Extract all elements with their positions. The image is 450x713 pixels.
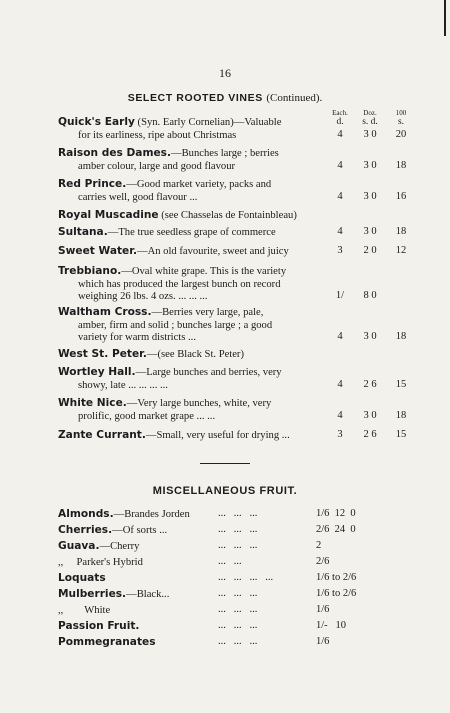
vine-description: —An old favourite, sweet and juicy <box>136 246 289 257</box>
vine-price-dozen: 3 0 <box>363 190 377 202</box>
leader-dots: ... ... ... <box>218 620 258 631</box>
vine-price-hundred: 18 <box>395 409 407 421</box>
misc-fruit-row <box>58 524 388 538</box>
misc-fruit-row <box>58 604 388 618</box>
vine-name: Red Prince. <box>58 178 127 190</box>
misc-fruit-name: Mulberries. <box>58 588 127 600</box>
leader-dots: ... ... ... <box>218 540 258 551</box>
misc-fruit-price: 2 <box>316 540 322 551</box>
vine-name: Trebbiano. <box>58 265 122 277</box>
misc-fruit-name: Loquats <box>58 572 106 584</box>
vine-price-each: 4 <box>337 128 343 140</box>
vine-description-continued: prolific, good market grape ... ... <box>78 410 216 422</box>
vine-name: Waltham Cross. <box>58 306 152 318</box>
vine-entry-line <box>58 397 328 411</box>
leader-dots: ... ... ... <box>218 524 258 535</box>
vine-name: Raison des Dames. <box>58 147 172 159</box>
vine-entry-line <box>58 209 328 223</box>
vine-entry <box>58 226 328 240</box>
vine-price-each: 4 <box>337 226 343 237</box>
vine-price-hundred: 15 <box>395 378 407 390</box>
vine-entry-line <box>58 178 328 192</box>
misc-fruit-price: 1/6 to 2/6 <box>316 572 357 583</box>
vine-entry-line <box>58 265 328 279</box>
vine-price-hundred: 18 <box>395 226 407 237</box>
vine-price-hundred: 18 <box>395 331 407 343</box>
misc-fruit-description: —Cherry <box>99 541 140 552</box>
vine-entry <box>58 429 328 443</box>
misc-fruit-description: ,, White <box>58 605 111 616</box>
vine-entry <box>58 306 328 345</box>
vine-price-dozen: 2 6 <box>363 378 377 390</box>
vine-price-dozen: 2 6 <box>363 429 377 440</box>
vine-entry-line <box>58 147 328 161</box>
vine-entry <box>58 265 328 304</box>
misc-fruit-row <box>58 508 388 522</box>
leader-dots: ... ... ... <box>218 636 258 647</box>
column-dozen-unit: s. d. <box>362 117 378 127</box>
vine-description: —Berries very large, pale, <box>151 307 264 318</box>
vine-description-continued: for its earliness, ripe about Christmas <box>78 129 237 141</box>
vines-section-title <box>0 92 450 104</box>
leader-dots: ... ... ... <box>218 588 258 599</box>
vine-price-hundred: 16 <box>395 190 407 202</box>
vine-price-each: 4 <box>337 331 343 343</box>
vine-description: —Oval white grape. This is the variety <box>121 266 287 277</box>
vine-price-dozen: 8 0 <box>363 290 377 302</box>
misc-fruit-description: —Black... <box>126 589 170 600</box>
misc-fruit-row <box>58 636 388 650</box>
vine-name: Quick's Early <box>58 116 135 128</box>
vine-description: —The true seedless grape of commerce <box>107 227 276 238</box>
vine-name: Sweet Water. <box>58 245 137 257</box>
vine-name: White Nice. <box>58 397 127 409</box>
vine-description: —Very large bunches, white, very <box>126 398 272 409</box>
column-each-unit: d. <box>336 117 344 127</box>
section-divider <box>200 463 250 464</box>
vine-description: —Small, very useful for drying ... <box>145 430 290 441</box>
misc-fruit-description: —Of sorts ... <box>112 525 168 536</box>
vine-price-hundred: 15 <box>395 429 407 440</box>
misc-fruit-price: 1/6 <box>316 636 330 647</box>
vine-price-dozen: 3 0 <box>363 331 377 343</box>
vine-price-each: 4 <box>337 409 343 421</box>
leader-dots: ... ... ... ... <box>218 572 274 583</box>
misc-fruit-name: Guava. <box>58 540 100 552</box>
misc-fruit-price: 2/6 24 0 <box>316 524 356 535</box>
vine-description-continued: weighing 26 lbs. 4 ozs. ... ... ... <box>78 291 208 303</box>
vine-entry-line <box>58 245 328 259</box>
vine-entry <box>58 397 328 423</box>
vine-description: —Bunches large ; berries <box>171 148 279 159</box>
column-hundred-unit: s. <box>397 117 405 127</box>
vine-description-continued: showy, late ... ... ... ... <box>78 379 168 391</box>
vine-name: Sultana. <box>58 226 108 238</box>
vine-price-each: 3 <box>337 429 343 440</box>
vine-price-hundred: 20 <box>395 128 407 140</box>
column-hundred-label: 100 <box>395 109 407 117</box>
vine-description-continued: carries well, good flavour ... <box>78 191 198 203</box>
vine-entry-line <box>58 226 328 240</box>
misc-fruit-row <box>58 556 388 570</box>
vine-entry <box>58 366 328 392</box>
vine-price-dozen: 3 0 <box>363 128 377 140</box>
vine-price-dozen: 2 0 <box>363 245 377 256</box>
vine-description: —(see Black St. Peter) <box>146 349 244 360</box>
misc-fruit-price: 1/6 <box>316 604 330 615</box>
page-number: 16 <box>219 66 231 80</box>
column-hundred <box>381 109 421 127</box>
column-each-label: Each. <box>332 109 348 117</box>
vine-entry <box>58 116 328 142</box>
misc-fruit-price: 1/6 12 0 <box>316 508 356 519</box>
leader-dots: ... ... ... <box>218 508 258 519</box>
vine-price-each: 4 <box>337 378 343 390</box>
misc-fruit-name: Pommegranates <box>58 636 156 648</box>
vine-description-continued: amber colour, large and good flavour <box>78 160 236 172</box>
leader-dots: ... ... ... <box>218 604 258 615</box>
misc-fruit-price: 2/6 <box>316 556 330 567</box>
vine-entry <box>58 209 328 223</box>
vine-name: West St. Peter. <box>58 348 147 360</box>
vine-name: Wortley Hall. <box>58 366 136 378</box>
misc-fruit-description: —Brandes Jorden <box>113 509 190 520</box>
vine-entry-line <box>58 429 328 443</box>
vine-entry-line <box>58 348 328 362</box>
misc-fruit-row <box>58 540 388 554</box>
misc-fruit-price: 1/- 10 <box>316 620 347 631</box>
vine-entry <box>58 147 328 173</box>
vine-price-each: 4 <box>337 159 343 171</box>
vine-entry-line <box>58 366 328 380</box>
vine-description-continued: amber, firm and solid ; bunches large ; a good <box>78 319 273 331</box>
vines-title: SELECT ROOTED VINES <box>127 92 263 104</box>
vine-entry <box>58 245 328 259</box>
misc-fruit-row <box>58 572 388 586</box>
vines-subtitle: (Continued). <box>266 92 323 104</box>
vine-price-each: 3 <box>337 245 343 256</box>
vine-name: Royal Muscadine <box>58 209 159 221</box>
misc-fruit-row <box>58 620 388 634</box>
vine-description-continued: variety for warm districts ... <box>78 332 196 344</box>
vine-description: (Syn. Early Cornelian)—Valuable <box>134 117 282 128</box>
vine-entry <box>58 348 328 362</box>
vine-description: —Large bunches and berries, very <box>135 367 282 378</box>
misc-section-title: MISCELLANEOUS FRUIT. <box>152 485 298 497</box>
vine-name: Zante Currant. <box>58 429 146 441</box>
vine-price-each: 4 <box>337 190 343 202</box>
leader-dots: ... ... <box>218 556 242 567</box>
vine-price-hundred: 18 <box>395 159 407 171</box>
misc-fruit-row <box>58 588 388 602</box>
vine-description: (see Chasselas de Fontainbleau) <box>158 210 297 221</box>
vine-description-continued: which has produced the largest bunch on record <box>78 278 281 290</box>
misc-fruit-price: 1/6 to 2/6 <box>316 588 357 599</box>
column-dozen-label: Doz. <box>363 109 377 117</box>
misc-fruit-name: Passion Fruit. <box>58 620 140 632</box>
page-edge-mark <box>444 0 446 36</box>
vine-price-dozen: 3 0 <box>363 226 377 237</box>
vine-price-dozen: 3 0 <box>363 159 377 171</box>
vine-price-dozen: 3 0 <box>363 409 377 421</box>
vine-entry <box>58 178 328 204</box>
vine-description: —Good market variety, packs and <box>126 179 272 190</box>
vine-entry-line <box>58 306 328 320</box>
misc-fruit-description: ,, Parker's Hybrid <box>58 557 143 568</box>
misc-fruit-name: Almonds. <box>58 508 114 520</box>
vine-price-hundred: 12 <box>395 245 407 256</box>
misc-fruit-name: Cherries. <box>58 524 113 536</box>
vine-entry-line <box>58 116 328 130</box>
vine-price-each: 1/ <box>335 290 345 302</box>
